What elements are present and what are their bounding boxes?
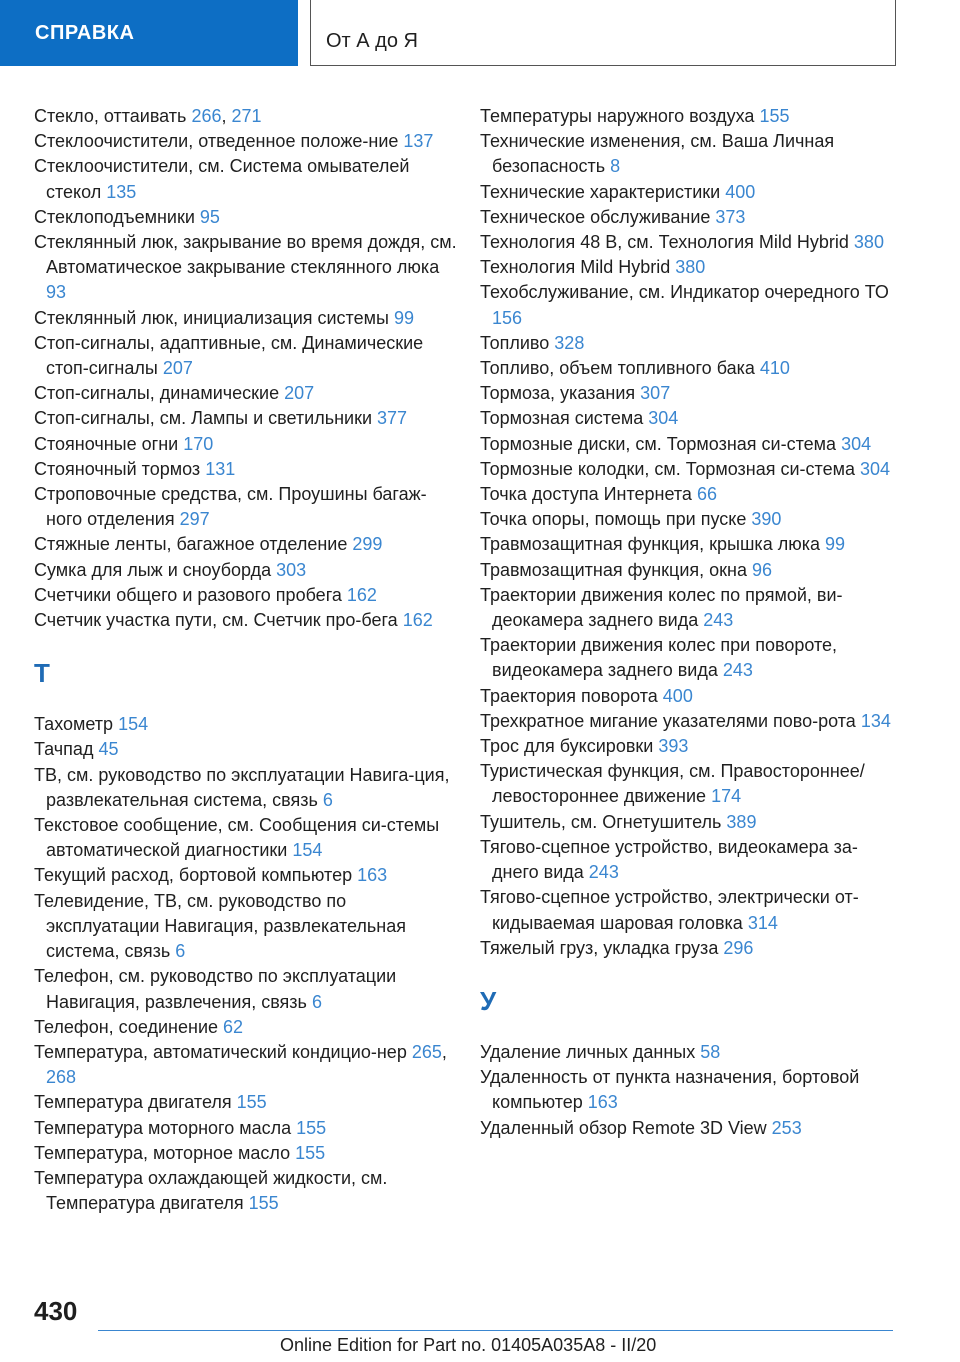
index-entry-text: Стеклоподъемники (34, 206, 195, 227)
index-entry (480, 482, 900, 507)
index-entry-text: Температура двигателя (34, 1092, 232, 1113)
index-entry-text: Траектории движения колес по прямой, ви-деокамера заднего вида (480, 584, 843, 631)
index-entry-text: Стояночные огни (34, 433, 179, 454)
index-entry (480, 1040, 900, 1065)
index-entry-text: Техобслуживание, см. Индикатор очередного ТО (480, 282, 889, 303)
page-link[interactable]: 380 (853, 232, 884, 253)
index-entry-text: Тормоза, указания (480, 383, 636, 404)
index-entry (480, 684, 900, 709)
index-entry-text: Текущий расход, бортовой компьютер (34, 865, 353, 886)
page-header (0, 0, 960, 66)
index-entry (34, 737, 459, 762)
page-link[interactable]: 134 (860, 710, 891, 731)
index-entry (480, 255, 900, 280)
page-link[interactable]: 297 (179, 509, 210, 530)
section-tab-label: СПРАВКА (35, 21, 135, 44)
index-entry-text: Технические изменения, см. Ваша Личная безопасность (480, 131, 835, 177)
page-link[interactable]: 174 (711, 786, 742, 807)
index-entry (34, 889, 459, 965)
index-entry (34, 1015, 459, 1040)
page-link[interactable]: 95 (199, 206, 220, 227)
page-link[interactable]: 155 (759, 106, 790, 126)
index-entry-text: Телевидение, ТВ, см. руководство по эксплуатации Навигация, развлекательная система, связь (34, 890, 406, 962)
page-link[interactable]: 380 (675, 257, 706, 278)
index-column-left (34, 104, 459, 1216)
page-link[interactable]: 163 (357, 865, 388, 886)
page-link[interactable]: 304 (860, 458, 891, 479)
index-entry-text: Туристическая функция, см. Правостороннее/ левостороннее движение (480, 761, 865, 807)
index-entry-text: Строповочные средства, см. Проушины багаж-ного отделения (34, 484, 427, 530)
index-entry-text: Температура, моторное масло (34, 1142, 291, 1163)
page-number: 430 (34, 1296, 78, 1326)
page-link[interactable]: 6 (322, 789, 333, 810)
index-entry (480, 1065, 900, 1115)
page-link[interactable]: 253 (771, 1117, 802, 1138)
index-entry (34, 154, 459, 204)
index-entry (34, 1116, 459, 1141)
page-link[interactable]: 131 (205, 458, 236, 479)
page-link[interactable]: 377 (377, 408, 408, 429)
index-entry-text: Тормозные диски, см. Тормозная си-стема (480, 433, 837, 454)
index-entry: Температура, автоматический кондицио-нер 265, 268 (34, 1041, 447, 1088)
index-entry-text: ТВ, см. руководство по эксплуатации Навига-ция, развлекательная система, связь (34, 764, 450, 810)
index-entry (480, 129, 900, 179)
page-link[interactable]: 6 (311, 991, 322, 1012)
page-link[interactable]: 410 (759, 358, 790, 379)
index-entry-text: Траектории движения колес при повороте, видеокамера заднего вида (480, 635, 838, 681)
index-entry (34, 1141, 459, 1166)
index-entry-text: Стоп-сигналы, динамические (34, 383, 280, 404)
index-entry-text: Трос для буксировки (480, 736, 654, 757)
index-entry-text: Тормозная система (480, 408, 644, 429)
index-entry-text: Счетчик участка пути, см. Счетчик про-бега (34, 610, 398, 631)
index-entry-text: Технология 48 В, см. Технология Mild Hybrid (480, 232, 849, 253)
edition-text: Online Edition for Part no. 01405A035A8 - II/20 (280, 1335, 657, 1355)
page-link[interactable]: 45 (98, 739, 119, 760)
page-link[interactable]: 207 (162, 358, 193, 379)
index-entry (34, 813, 459, 863)
page-link[interactable]: 156 (492, 307, 523, 328)
index-entry (34, 457, 459, 482)
page-link[interactable]: 96 (752, 559, 773, 580)
index-entry (34, 1166, 459, 1216)
page-link[interactable]: 6 (175, 941, 186, 962)
index-entry (34, 583, 459, 608)
index-entry-text: Телефон, см. руководство по эксплуатации Навигация, развлечения, связь (34, 966, 397, 1012)
index-entry-text: Стеклянный люк, закрывание во время дождя, см. Автоматическое закрывание стеклянного люка (34, 232, 457, 278)
page-link[interactable]: 93 (46, 282, 67, 303)
index-entry-text: Стоп-сигналы, см. Лампы и светильники (34, 408, 373, 429)
index-entry (480, 230, 900, 255)
index-entry (34, 205, 459, 230)
index-entry (34, 712, 459, 737)
index-entry-text: Тягово-сцепное устройство, электрически от-кидываемая шаровая головка (480, 887, 859, 933)
page-link[interactable]: 170 (183, 433, 214, 454)
index-entry-text: Стеклянный люк, инициализация системы (34, 307, 389, 328)
page-link[interactable]: 58 (700, 1041, 721, 1062)
page-link[interactable]: 162 (402, 610, 433, 631)
index-entry (480, 205, 900, 230)
index-entry (34, 230, 459, 306)
page-link[interactable]: 265 (411, 1041, 442, 1062)
index-entry-text: Удаление личных данных (480, 1041, 696, 1062)
index-entry (480, 734, 900, 759)
index-entry-text: Счетчики общего и разового пробега (34, 584, 342, 605)
index-entry (34, 558, 459, 583)
page-link[interactable]: 8 (610, 156, 621, 177)
page-link[interactable]: 155 (295, 1142, 326, 1163)
index-entry-text: Тягово-сцепное устройство, видеокамера за-днего вида (480, 836, 858, 883)
index-entry-text: Точка доступа Интернета (480, 484, 692, 505)
page-link[interactable]: 400 (725, 181, 756, 202)
index-entry (480, 280, 900, 330)
page-link[interactable]: 99 (393, 307, 414, 328)
page-link[interactable]: 154 (118, 714, 149, 735)
page-link[interactable]: 400 (662, 685, 693, 706)
index-entry-text: Стяжные ленты, багажное отделение (34, 534, 348, 555)
index-entry (480, 356, 900, 381)
index-entry (34, 863, 459, 888)
page-link[interactable]: 135 (106, 181, 137, 202)
index-entry-text: Технология Mild Hybrid (480, 257, 671, 278)
index-entry-text: Тахометр (34, 714, 114, 735)
page-link[interactable]: 268 (46, 1067, 77, 1088)
index-entry-text: Температура моторного масла (34, 1117, 292, 1138)
index-entry (480, 558, 900, 583)
index-entry (34, 1090, 459, 1115)
index-entry (480, 406, 900, 431)
index-entry-text: Температуры наружного воздуха (480, 106, 755, 126)
page-link[interactable]: 266 (191, 106, 222, 126)
page-link[interactable]: 155 (296, 1117, 327, 1138)
index-entry (34, 608, 459, 633)
index-entry-text: Текстовое сообщение, см. Сообщения си-стемы автоматической диагностики (34, 815, 440, 861)
page-link[interactable]: 155 (248, 1193, 279, 1214)
index-entry (34, 763, 459, 813)
index-entry (480, 759, 900, 809)
index-entry (34, 432, 459, 457)
index-entry (34, 532, 459, 557)
page-link[interactable]: 99 (825, 534, 846, 555)
index-entry-text: Тачпад (34, 739, 94, 760)
index-entry (34, 381, 459, 406)
page-link[interactable]: 314 (747, 912, 778, 933)
index-entry-text: Телефон, соединение (34, 1016, 219, 1037)
index-entry (34, 331, 459, 381)
page-link[interactable]: 207 (284, 383, 315, 404)
index-entry (480, 810, 900, 835)
index-entry-text: Тормозные колодки, см. Тормозная си-стема (480, 458, 855, 479)
footer-divider (98, 1330, 893, 1331)
page-link[interactable]: 66 (696, 484, 717, 505)
index-entry-text: Стеклоочистители, отведенное положе-ние (34, 131, 399, 152)
index-entry-text: Тушитель, см. Огнетушитель (480, 811, 722, 832)
index-entry (34, 406, 459, 431)
index-entry (34, 964, 459, 1014)
index-entry-text: Температура охлаждающей жидкости, см. Температура двигателя (34, 1167, 388, 1214)
page-link[interactable]: 163 (587, 1092, 618, 1113)
index-entry-text: Стояночный тормоз (34, 458, 201, 479)
page-link[interactable]: 304 (841, 433, 872, 454)
page-link[interactable]: 307 (640, 383, 671, 404)
index-entry: Стекло, оттаивать 266, 271 (34, 106, 262, 126)
index-entry (480, 885, 900, 935)
index-entry-text: Тяжелый груз, укладка груза (480, 937, 719, 958)
index-entry-text: Технические характеристики (480, 181, 721, 202)
index-entry (480, 381, 900, 406)
page-link[interactable]: 155 (236, 1092, 267, 1113)
index-entry-text: Сумка для лыж и сноуборда (34, 559, 272, 580)
page-link[interactable]: 303 (276, 559, 307, 580)
chapter-title: От А до Я (326, 30, 418, 52)
index-entry (34, 306, 459, 331)
page-link[interactable]: 271 (231, 106, 262, 126)
index-entry (480, 331, 900, 356)
page-link[interactable]: 296 (723, 937, 754, 958)
index-entry-text: Удаленность от пункта назначения, бортовой компьютер (480, 1067, 860, 1113)
index-entry (480, 180, 900, 205)
index-entry-text: Стеклоочистители, см. Система омывателей стекол (34, 156, 410, 202)
index-letter-heading: У (480, 985, 497, 1016)
index-entry-text: Удаленный обзор Remote 3D View (480, 1117, 767, 1138)
index-entry-text: Стоп-сигналы, адаптивные, см. Динамические стоп-сигналы (34, 332, 424, 379)
index-entry (480, 1116, 900, 1141)
index-entry-text: Трехкратное мигание указателями пово-рота (480, 710, 856, 731)
index-entry (480, 936, 900, 961)
page-link[interactable]: 162 (346, 584, 377, 605)
page-link[interactable]: 154 (292, 840, 323, 861)
index-entry (34, 482, 459, 532)
index-column-right (480, 104, 900, 1141)
page-link[interactable]: 389 (726, 811, 757, 832)
page-link[interactable]: 390 (751, 509, 782, 530)
index-entry (34, 129, 459, 154)
index-entry (480, 709, 900, 734)
page-link[interactable]: 243 (703, 610, 734, 631)
index-entry (480, 432, 900, 457)
page-link[interactable]: 62 (223, 1016, 244, 1037)
index-entry-text: Стекло, оттаивать (34, 106, 187, 126)
index-entry (480, 583, 900, 633)
index-entry-text: Травмозащитная функция, окна (480, 559, 747, 580)
index-entry (480, 532, 900, 557)
index-entry-text: Травмозащитная функция, крышка люка (480, 534, 820, 555)
index-entry (480, 507, 900, 532)
page-link[interactable]: 243 (722, 660, 753, 681)
index-entry (480, 835, 900, 885)
page-link[interactable]: 304 (648, 408, 679, 429)
page-link[interactable]: 328 (554, 332, 585, 353)
page-link[interactable]: 299 (352, 534, 383, 555)
index-entry (480, 457, 900, 482)
page-link[interactable]: 243 (588, 862, 619, 883)
index-entry (480, 633, 900, 683)
page-link[interactable]: 137 (403, 131, 434, 152)
index-entry-text: Топливо, объем топливного бака (480, 358, 755, 379)
page-link[interactable]: 373 (715, 206, 746, 227)
index-entry-text: Техническое обслуживание (480, 206, 711, 227)
index-entry-text: Температура, автоматический кондицио-нер (34, 1041, 407, 1062)
index-entry-text: Траектория поворота (480, 685, 658, 706)
index-letter-heading: Т (34, 658, 50, 689)
page-link[interactable]: 393 (658, 736, 689, 757)
section-tab[interactable] (0, 0, 298, 66)
index-entry-text: Точка опоры, помощь при пуске (480, 509, 747, 530)
index-entry-text: Топливо (480, 332, 550, 353)
index-entry (480, 104, 900, 129)
